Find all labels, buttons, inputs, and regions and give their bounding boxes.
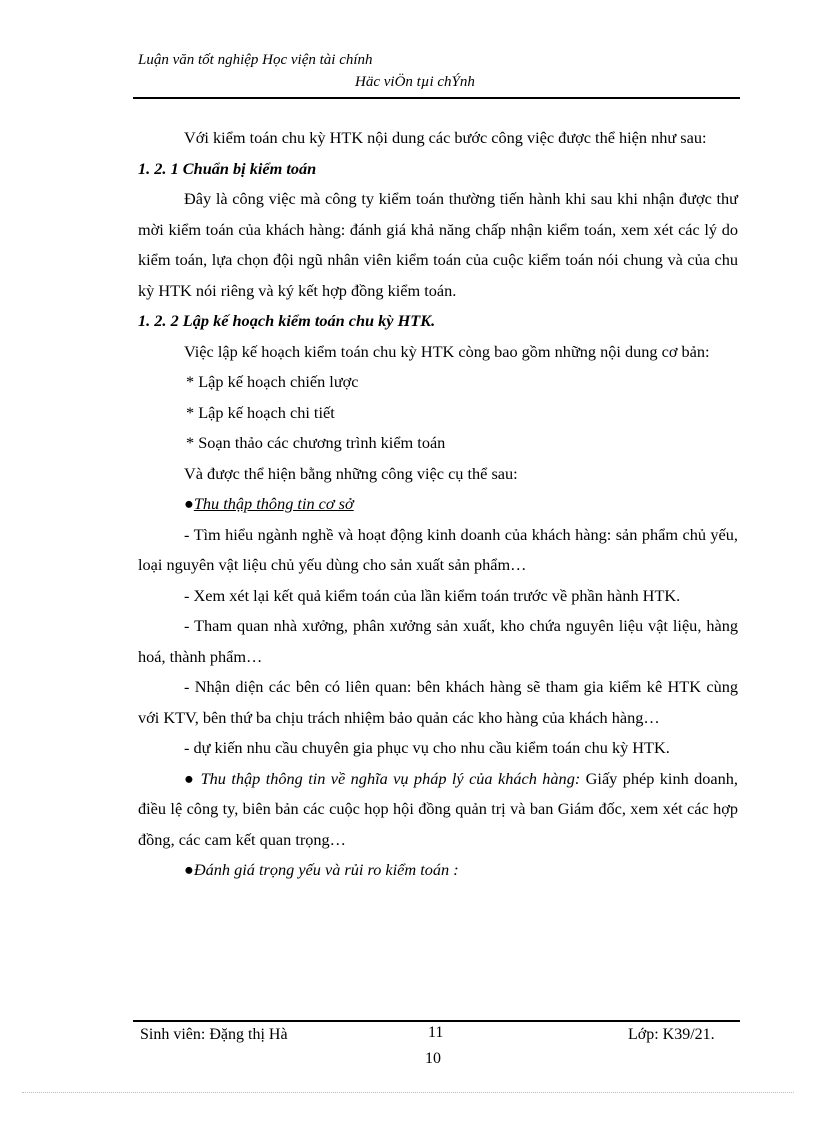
intro-paragraph: Với kiểm toán chu kỳ HTK nội dung các bước công việc được thể hiện như sau: xyxy=(184,128,707,147)
footer-class: Lớp: K39/21. xyxy=(628,1026,715,1043)
footer-student-name: Sinh viên: Đặng thị Hà xyxy=(140,1026,288,1043)
footer-rule xyxy=(133,1020,740,1022)
section-heading-1-2-2: 1. 2. 2 Lập kế hoạch kiểm toán chu kỳ HTK. xyxy=(138,311,436,330)
document-body xyxy=(138,123,738,886)
bullet-icon: ● xyxy=(184,494,194,513)
list-item: - Nhận diện các bên có liên quan: bên khách hàng sẽ tham gia kiểm kê HTK cùng với KTV, bên thứ ba chịu trách nhiệm bảo quản các kho hàng của khách hàng… xyxy=(138,677,738,727)
bullet-icon: ● xyxy=(184,768,196,788)
subsection-materiality-risk xyxy=(138,855,738,886)
plan-list-item: * Lập kế hoạch chiến lược xyxy=(186,372,359,391)
tasks-intro-paragraph: Và được thể hiện bằng những công việc cụ thể sau: xyxy=(184,463,518,483)
footer-page-number: 11 xyxy=(428,1024,444,1041)
plan-list-item: * Lập kế hoạch chi tiết xyxy=(186,402,335,422)
subsection-legal-info-title: Thu thập thông tin về nghĩa vụ pháp lý của khách hàng: xyxy=(200,768,581,788)
page-bottom-divider xyxy=(22,1092,794,1093)
list-item: - Tham quan nhà xưởng, phân xưởng sản xuất, kho chứa nguyên liệu vật liệu, hàng hoá, thành phẩm… xyxy=(138,616,738,666)
subsection-legal-info-text: Giấy phép kinh doanh, điều lệ công ty, biên bản các cuộc họp hội đồng quản trị và ban Giám đốc, xem xét các hợp đồng, các cam kết quan trọng… xyxy=(138,768,739,849)
list-item: - Tìm hiểu ngành nghề và hoạt động kinh doanh của khách hàng: sản phẩm chủ yếu, loại nguyên vật liệu chủ yếu dùng cho sản xuất sản phẩm… xyxy=(138,524,738,574)
header-rule xyxy=(133,97,740,99)
section-heading-1-2-1: 1. 2. 1 Chuẩn bị kiểm toán xyxy=(138,158,317,178)
subsection-legal-info xyxy=(138,764,738,856)
list-item: - Xem xét lại kết quả kiểm toán của lần kiểm toán trước về phần hành HTK. xyxy=(184,585,681,605)
plan-list-item: * Soạn thảo các chương trình kiểm toán xyxy=(186,433,446,452)
subsection-basic-info-title: Thu thập thông tin cơ sở xyxy=(193,494,354,513)
page-number: 10 xyxy=(425,1050,441,1067)
preparation-paragraph: Đây là công việc mà công ty kiểm toán thường tiến hành khi sau khi nhận được thư mời kiểm toán của khách hàng: đánh giá khả năng chấp nhận kiểm toán, xem xét các lý do kiểm toán, lựa chọn đội ngũ nhân viên kiểm toán của cuộc kiểm toán nói chung và của chu kỳ HTK nói riêng và ký kết hợp đồng kiểm toán. xyxy=(138,189,738,300)
subsection-materiality-risk-title: Đánh giá trọng yếu và rủi ro kiểm toán : xyxy=(193,860,459,879)
subsection-basic-info xyxy=(138,489,738,520)
bullet-icon: ● xyxy=(184,860,194,879)
page-header-line2: Häc viÖn tµi chÝnh xyxy=(355,74,475,90)
list-item: - dự kiến nhu cầu chuyên gia phục vụ cho nhu cầu kiểm toán chu kỳ HTK. xyxy=(184,738,670,757)
page-header-line1: Luận văn tốt nghiệp Học viện tài chính xyxy=(138,52,373,68)
planning-paragraph: Việc lập kế hoạch kiểm toán chu kỳ HTK còng bao gồm những nội dung cơ bản: xyxy=(184,341,710,361)
plan-list xyxy=(138,367,738,459)
